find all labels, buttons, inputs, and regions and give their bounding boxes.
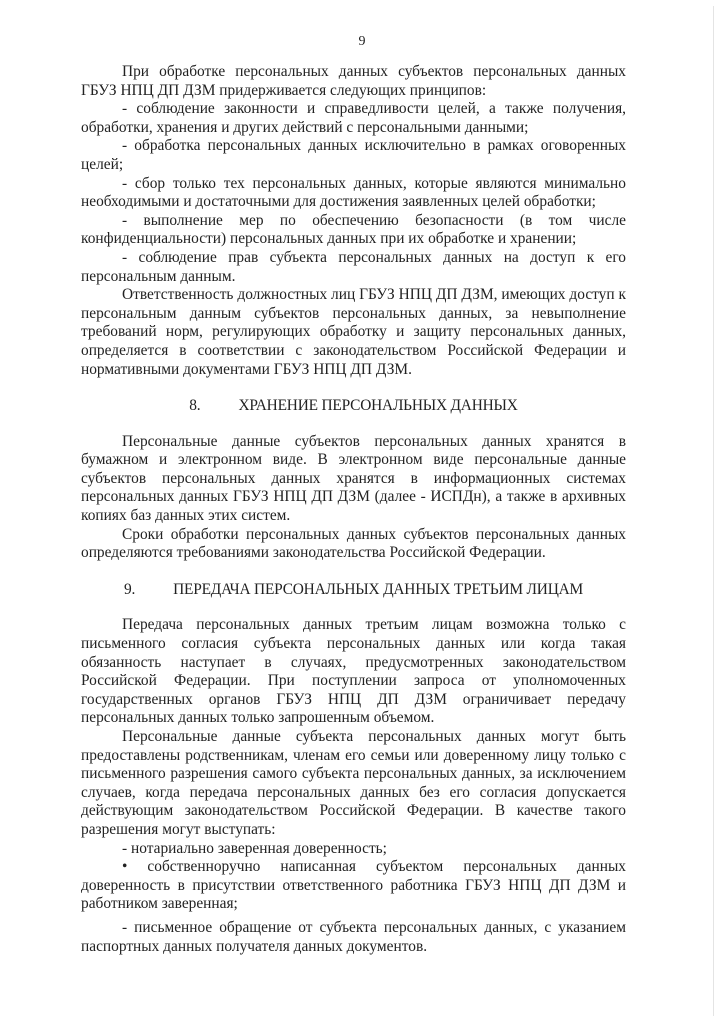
section-title: ПЕРЕДАЧА ПЕРСОНАЛЬНЫХ ДАННЫХ ТРЕТЬИМ ЛИЦАМ — [173, 580, 584, 598]
responsibility-paragraph: Ответственность должностных лиц ГБУЗ НПЦ ДП ДЗМ, имеющих доступ к персональным данным субъектов персональных данных, за невыполнение требований норм, регулирующих обработку и защиту персональных данных, определяется в соответствии с законодательством Российской Федерации и нормативными документами ГБУЗ НПЦ ДП ДЗМ. — [81, 286, 626, 378]
section-8-heading — [81, 397, 626, 416]
section-number: 9. — [123, 580, 136, 598]
section-8-paragraph: Сроки обработки персональных данных субъектов персональных данных определяются требованиями законодательства Российской Федерации. — [81, 525, 626, 562]
principle-item: - сбор только тех персональных данных, которые являются минимально необходимыми и достаточными для достижения заявленных целей обработки; — [81, 174, 626, 211]
principle-item: - обработка персональных данных исключительно в рамках оговоренных целей; — [81, 137, 626, 173]
permission-item: - нотариально заверенная доверенность; — [122, 839, 387, 857]
section-9-paragraph: Персональные данные субъекта персональных данных могут быть предоставлены родственникам, членам его семьи или доверенному лицу только с письменного разрешения самого субъекта персональных данных, за исключением случаев, когда передача персональных данных без его согласия допускается действующим законодательством Российской Федерации. В качестве такого разрешения могут выступать: — [81, 728, 626, 838]
section-8-paragraph: Персональные данные субъектов персональных данных хранятся в бумажном и электронном виде. В электронном виде персональные данные субъектов персональных данных хранятся в информационных системах персональных данных ГБУЗ НПЦ ДП ДЗМ (далее - ИСПДн), а также в архивных копиях баз данных этих систем. — [81, 432, 626, 525]
principle-item: - выполнение мер по обеспечению безопасности (в том числе конфиденциальности) персональных данных при их обработке и хранении; — [81, 211, 626, 248]
intro-paragraph: При обработке персональных данных субъектов персональных данных ГБУЗ НПЦ ДП ДЗМ придерживается следующих принципов: — [81, 63, 626, 99]
section-title: ХРАНЕНИЕ ПЕРСОНАЛЬНЫХ ДАННЫХ — [238, 397, 518, 415]
section-9-paragraph: Передача персональных данных третьим лицам возможна только с письменного согласия субъекта персональных данных или когда такая обязанность наступает в случаях, предусмотренных законодательством Российской Федерации. При поступлении запроса от уполномоченных государственных органов ГБУЗ НПЦ ДП ДЗМ ограничивает передачу персональных данных только запрошенным объемом. — [81, 616, 626, 727]
permission-item: - письменное обращение от субъекта персональных данных, с указанием паспортных данных получателя данных документов. — [81, 918, 626, 955]
page-edge-divider — [713, 6, 714, 1016]
principle-item: - соблюдение прав субъекта персональных данных на доступ к его персональным данным. — [81, 248, 626, 285]
document-body — [81, 63, 626, 956]
section-9-heading — [81, 581, 626, 600]
permission-item: • собственноручно написанная субъектом персональных данных доверенность в присутствии ответственного работника ГБУЗ НПЦ ДП ДЗМ и работником заверенная; — [81, 858, 626, 913]
section-number: 8. — [189, 397, 201, 415]
page-number: 9 — [358, 34, 366, 49]
principle-item: - соблюдение законности и справедливости целей, а также получения, обработки, хранения и других действий с персональными данными; — [81, 100, 626, 136]
